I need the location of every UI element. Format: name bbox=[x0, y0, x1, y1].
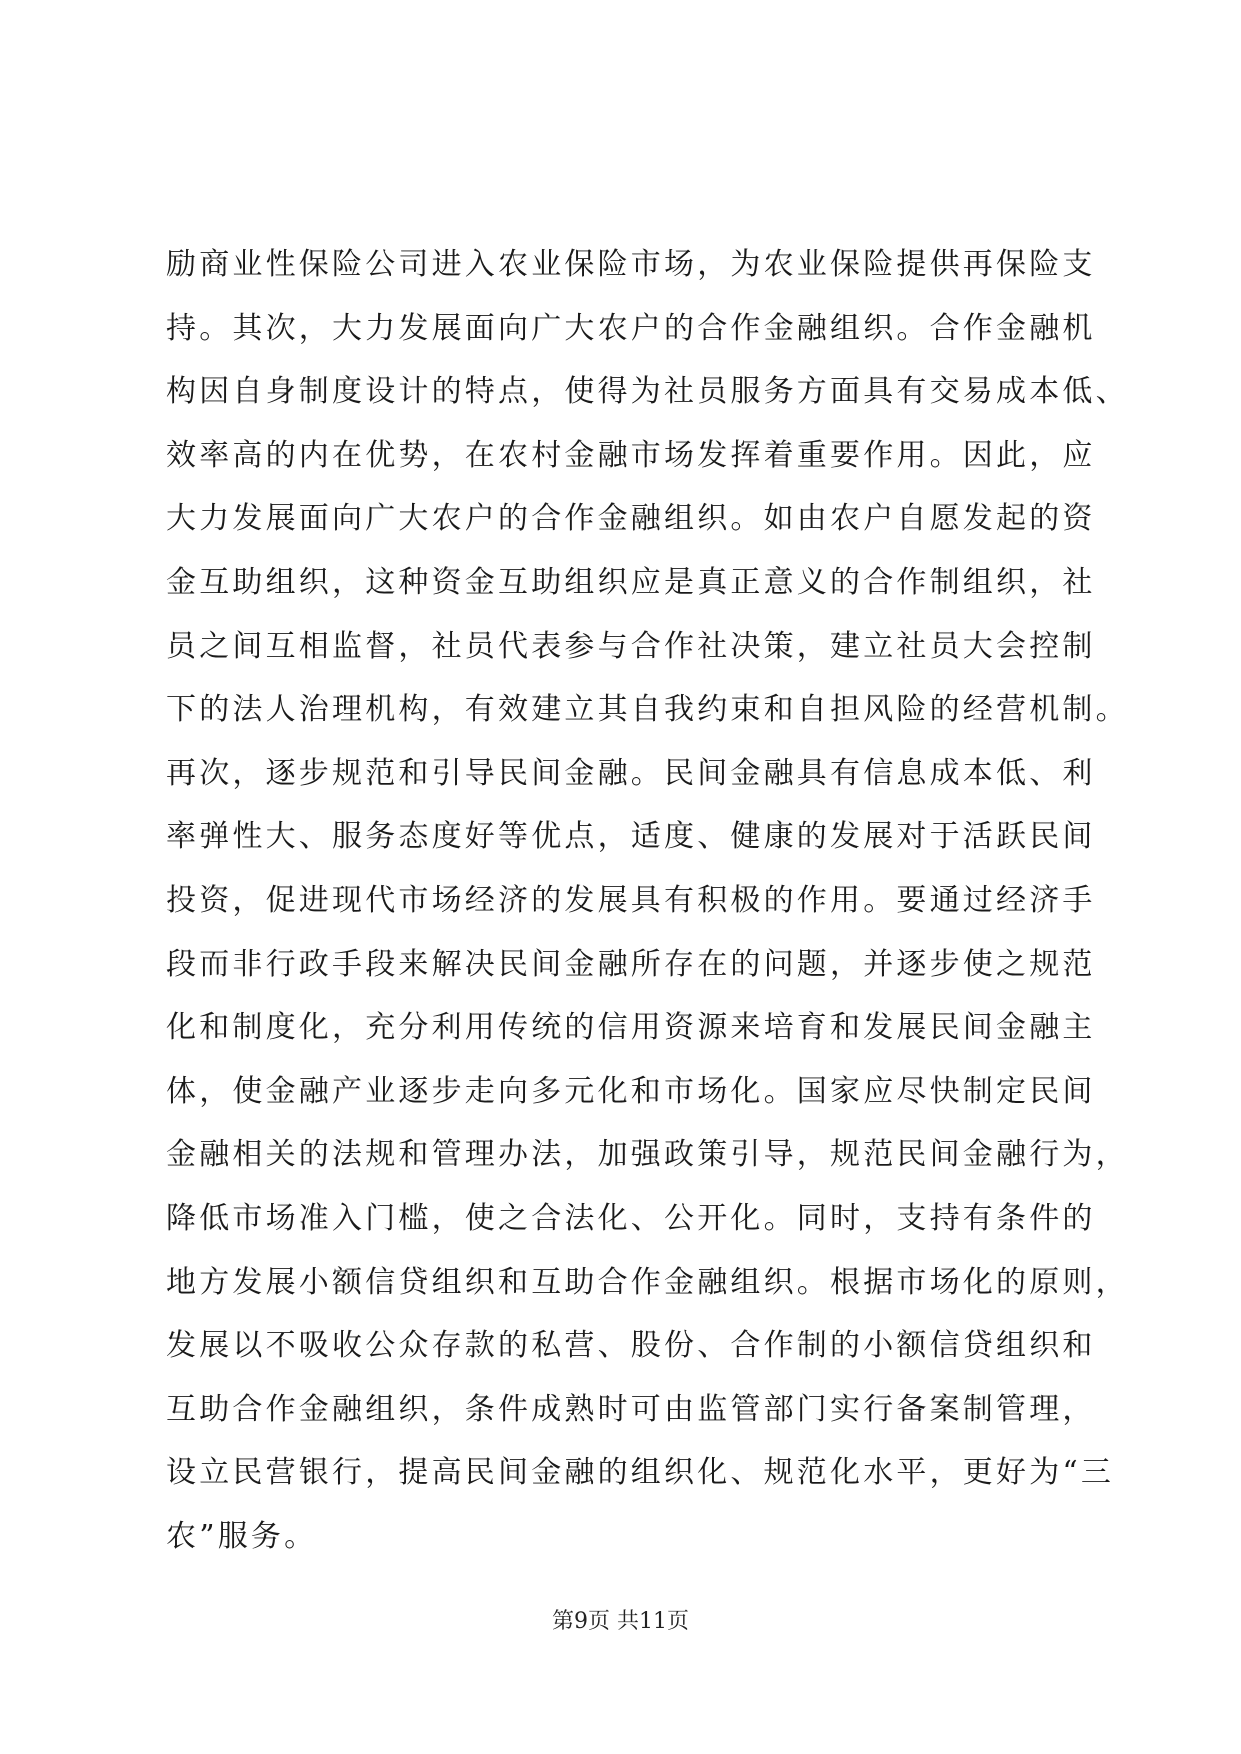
text-line: 设立民营银行，提高民间金融的组织化、规范化水平，更好为“三 bbox=[166, 1455, 1115, 1491]
text-line: 大力发展面向广大农户的合作金融组织。如由农户自愿发起的资 bbox=[166, 501, 1096, 537]
page-footer: 第9页 共11页 bbox=[552, 1609, 689, 1634]
text-line: 励商业性保险公司进入农业保险市场，为农业保险提供再保险支 bbox=[166, 247, 1096, 282]
body-text bbox=[166, 233, 1129, 1568]
text-line: 构因自身制度设计的特点，使得为社员服务方面具有交易成本低、 bbox=[166, 374, 1129, 410]
text-line: 投资，促进现代市场经济的发展具有积极的作用。要通过经济手 bbox=[166, 882, 1096, 918]
text-line: 下的法人治理机构，有效建立其自我约束和自担风险的经营机制。 bbox=[166, 692, 1129, 728]
text-line: 持。其次，大力发展面向广大农户的合作金融组织。合作金融机 bbox=[166, 310, 1096, 346]
text-line: 再次，逐步规范和引导民间金融。民间金融具有信息成本低、利 bbox=[166, 755, 1096, 791]
text-line: 发展以不吸收公众存款的私营、股份、合作制的小额信贷组织和 bbox=[166, 1328, 1096, 1364]
text-line: 农”服务。 bbox=[166, 1518, 318, 1554]
text-line: 互助合作金融组织，条件成熟时可由监管部门实行备案制管理， bbox=[166, 1391, 1096, 1427]
text-line: 体，使金融产业逐步走向多元化和市场化。国家应尽快制定民间 bbox=[166, 1073, 1096, 1109]
text-line: 员之间互相监督，社员代表参与合作社决策，建立社员大会控制 bbox=[166, 628, 1096, 664]
text-line: 效率高的内在优势，在农村金融市场发挥着重要作用。因此，应 bbox=[166, 437, 1096, 473]
text-line: 段而非行政手段来解决民间金融所存在的问题，并逐步使之规范 bbox=[166, 946, 1096, 982]
text-line: 率弹性大、服务态度好等优点，适度、健康的发展对于活跃民间 bbox=[166, 819, 1096, 855]
text-line: 金互助组织，这种资金互助组织应是真正意义的合作制组织，社 bbox=[166, 564, 1096, 600]
text-line: 降低市场准入门槛，使之合法化、公开化。同时，支持有条件的 bbox=[166, 1200, 1096, 1236]
text-line: 金融相关的法规和管理办法，加强政策引导，规范民间金融行为， bbox=[166, 1137, 1129, 1173]
text-line: 化和制度化，充分利用传统的信用资源来培育和发展民间金融主 bbox=[166, 1010, 1096, 1046]
text-line: 地方发展小额信贷组织和互助合作金融组织。根据市场化的原则， bbox=[166, 1264, 1129, 1300]
